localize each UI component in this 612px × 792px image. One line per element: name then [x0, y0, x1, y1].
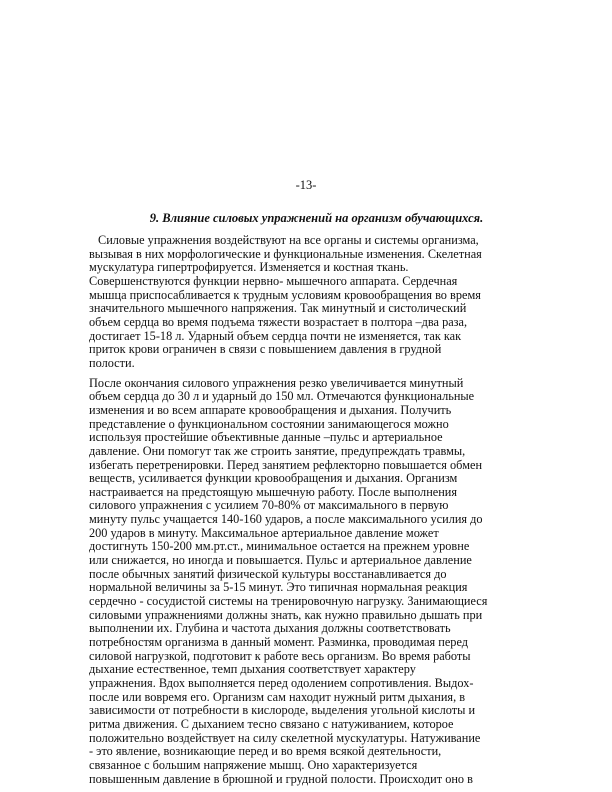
- text-line: вызывая в них морфологические и функциональные изменения. Скелетная: [89, 246, 482, 261]
- text-line: значительного мышечного напряжения. Так минутный и систолический: [89, 301, 467, 316]
- text-line: или снижается, но иногда и повышается. Пульс и артериальное давление: [89, 553, 472, 568]
- text-line: положительно воздействует на силу скелетной мускулатуры. Натуживание: [89, 730, 481, 745]
- text-line: объем сердца во время подъема тяжести возрастает в полтора –два раза,: [89, 314, 468, 329]
- text-line: силовой нагрузкой, подготовит к работе весь организм. Во время работы: [89, 648, 471, 663]
- text-line: потребностям организма в данный момент. Разминка, проводимая перед: [89, 635, 469, 650]
- text-line: повышенным давление в брюшной и грудной полости. Происходит оно в: [89, 771, 473, 786]
- text-line: после или вовремя его. Организм сам находит нужный ритм дыхания, в: [89, 689, 466, 704]
- text-line: избегать перетренировки. Перед занятием рефлекторно повышается обмен: [89, 457, 483, 472]
- text-line: связанное с большим напряжение мышц. Оно характеризуется: [89, 757, 418, 772]
- text-line: мускулатура гипертрофируется. Изменяется и костная ткань.: [89, 260, 409, 275]
- paragraph-2: [89, 377, 521, 787]
- page-number: -13-: [295, 178, 317, 192]
- text-line: дыхание естественное, темп дыхания соответствует характеру: [89, 662, 416, 677]
- text-line: - это явление, возникающие перед и во время всякой деятельности,: [89, 744, 442, 759]
- text-line: упражнения. Вдох выполняется перед одолением сопротивления. Выдох-: [89, 676, 474, 690]
- text-line: используя простейшие объективные данные –пульс и артериальное: [89, 430, 443, 445]
- text-line: настраивается на предстоящую мышечную работу. После выполнения: [89, 484, 458, 499]
- text-line: полости.: [89, 355, 135, 370]
- section-heading: 9. Влияние силовых упражнений на организм обучающихся.: [149, 211, 484, 225]
- text-line: выполнении их. Глубина и частота дыхания должны соответствовать: [89, 621, 451, 636]
- text-line: минуту пульс учащается 140-160 ударов, а после максимального усилия до: [89, 512, 483, 527]
- text-line: силовыми упражнениями должны знать, как нужно правильно дышать при: [89, 607, 483, 622]
- paragraph-1: [89, 234, 521, 371]
- text-line: веществ, усиливается функции кровообращения и дыхания. Организм: [89, 471, 458, 486]
- text-line: 200 ударов в минуту. Максимальное артериальное давление может: [89, 525, 439, 540]
- text-line: Совершенствуются функции нервно- мышечного аппарата. Сердечная: [89, 273, 458, 288]
- text-line: достигнуть 150-200 мм.рт.ст., минимальное остается на прежнем уровне: [89, 539, 470, 554]
- body-text: [89, 234, 521, 786]
- text-line: достигает 15-18 л. Ударный объем сердца почти не изменяется, так как: [89, 328, 462, 343]
- text-line: давление. Они помогут так же строить занятие, предупреждать травмы,: [89, 443, 466, 458]
- text-line: объем сердца до 30 л и ударный до 150 мл. Отмечаются функциональные: [89, 389, 475, 404]
- text-line: После окончания силового упражнения резко увеличивается минутный: [89, 375, 464, 390]
- text-line: Силовые упражнения воздействуют на все органы и системы организма,: [98, 233, 479, 247]
- text-line: мышца приспосабливается к трудным условиям кровообращения во время: [89, 287, 481, 302]
- text-line: зависимости от потребности в кислороде, выделения угольной кислоты и: [89, 703, 476, 718]
- text-line: ритма движения. С дыханием тесно связано с натуживанием, которое: [89, 716, 454, 731]
- text-line: нормальной величины за 5-15 минут. Это типичная нормальная реакция: [89, 580, 468, 595]
- text-line: после обычных занятий физической культуры восстанавливается до: [89, 566, 447, 581]
- text-line: сердечно - сосудистой системы на тренировочную нагрузку. Занимающиеся: [89, 594, 488, 609]
- text-line: представление о функциональном состоянии занимающегося можно: [89, 416, 449, 431]
- text-line: силового упражнения с усилием 70-80% от максимального в первую: [89, 498, 449, 513]
- text-line: приток крови ограничен в связи с повышением давления в грудной: [89, 342, 442, 357]
- text-line: изменения и во всем аппарате кровообращения и дыхания. Получить: [89, 402, 452, 417]
